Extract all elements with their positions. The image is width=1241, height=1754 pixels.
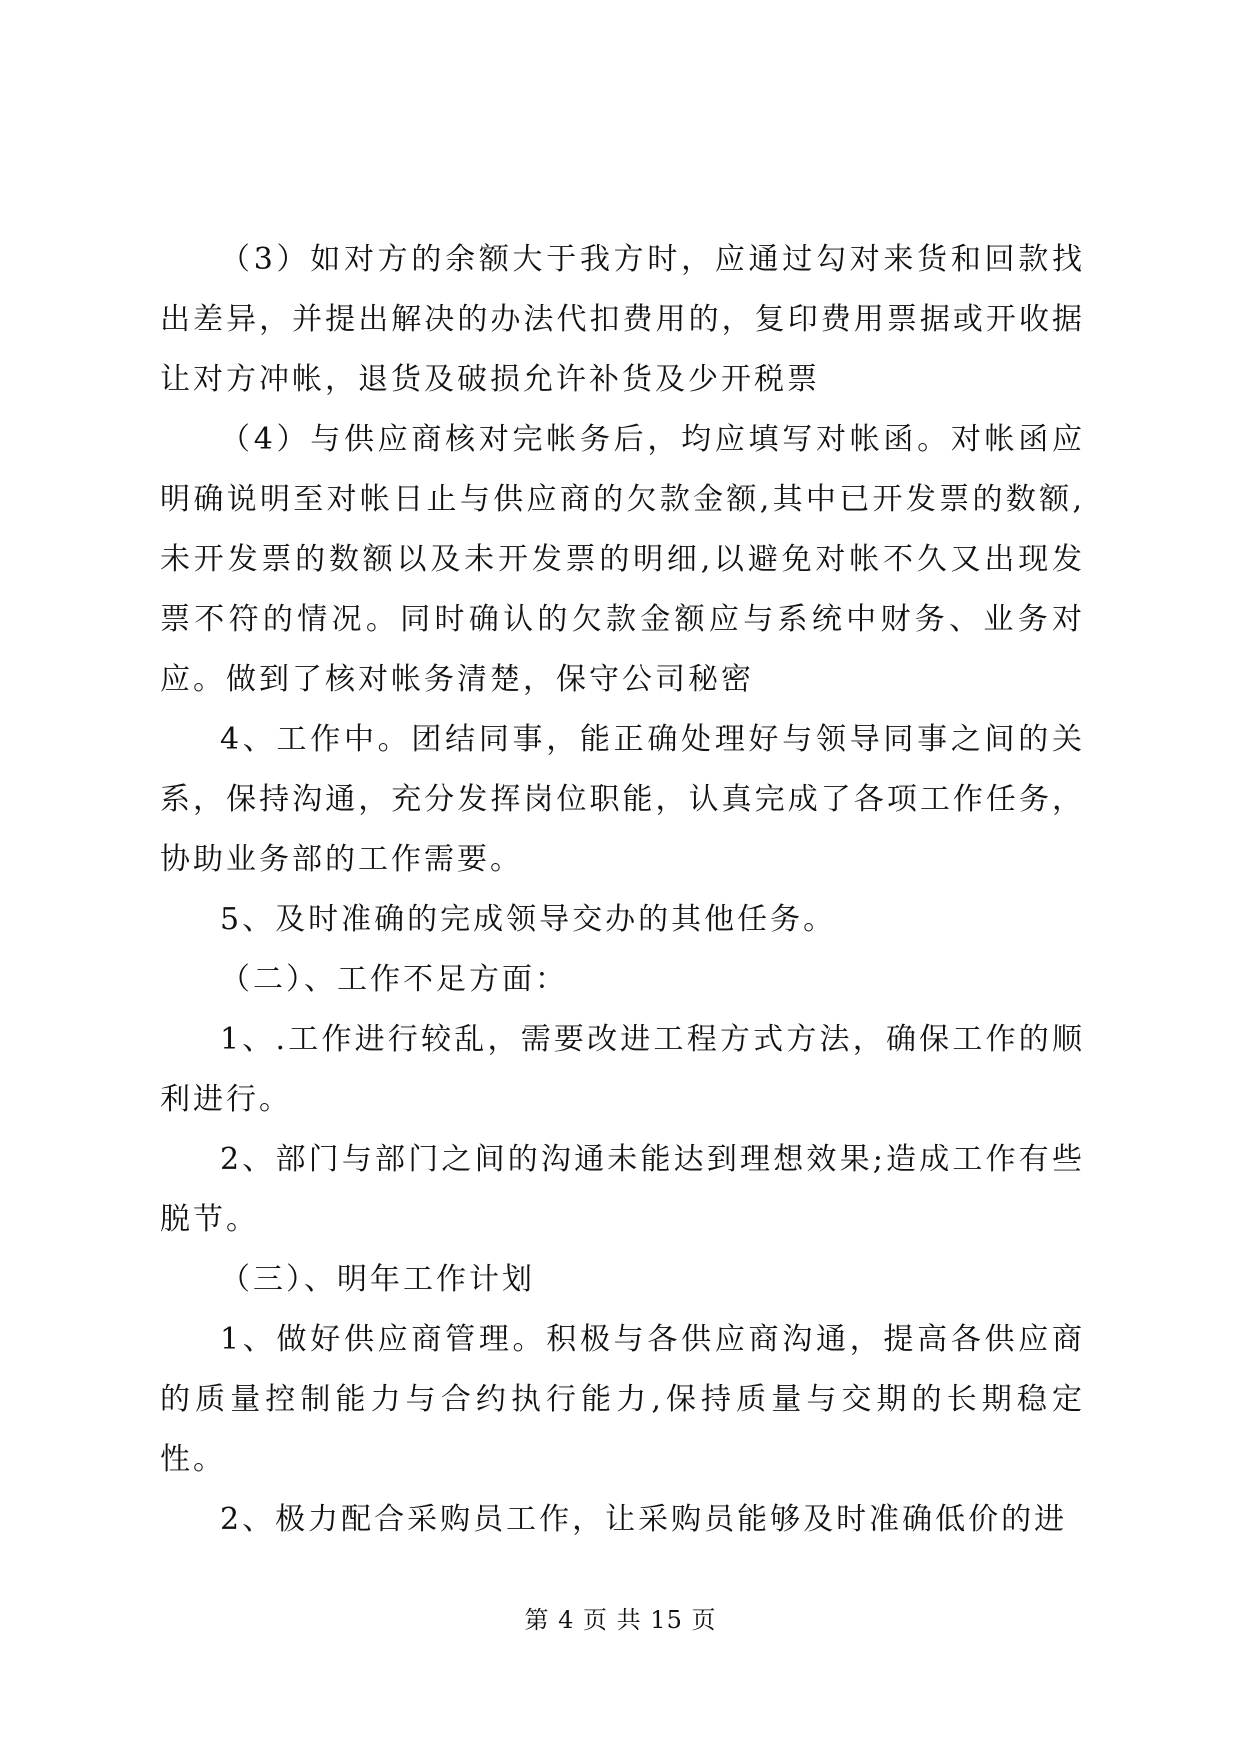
- page-number-footer: 第 4 页 共 15 页: [524, 1606, 717, 1634]
- paragraph-shortcoming-1: 1、.工作进行较乱，需要改进工程方式方法，确保工作的顺利进行。: [160, 1022, 1085, 1117]
- paragraph-plan-2: 2、极力配合采购员工作，让采购员能够及时准确低价的进: [220, 1502, 1068, 1537]
- section-heading-plan: （三）、明年工作计划: [220, 1262, 535, 1297]
- paragraph-reconciliation-3: （3）如对方的余额大于我方时，应通过勾对来货和回款找出差异，并提出解决的办法代扣费用的，复印费用票据或开收据让对方冲帐，退货及破损允许补货及少开税票: [160, 242, 1085, 397]
- paragraph-work-4: 4、工作中。团结同事，能正确处理好与领导同事之间的关系，保持沟通，充分发挥岗位职能，认真完成了各项工作任务，协助业务部的工作需要。: [160, 722, 1085, 877]
- paragraph-reconciliation-4: （4）与供应商核对完帐务后，均应填写对帐函。对帐函应明确说明至对帐日止与供应商的欠款金额,其中已开发票的数额,未开发票的数额以及未开发票的明细,以避免对帐不久又出现发票不符的情况。同时确认的欠款金额应与系统中财务、业务对应。做到了核对帐务清楚，保守公司秘密: [160, 422, 1085, 697]
- paragraph-work-5: 5、及时准确的完成领导交办的其他任务。: [220, 902, 837, 937]
- paragraph-shortcoming-2: 2、部门与部门之间的沟通未能达到理想效果;造成工作有些脱节。: [160, 1142, 1085, 1237]
- paragraph-plan-1: 1、做好供应商管理。积极与各供应商沟通，提高各供应商的质量控制能力与合约执行能力,保持质量与交期的长期稳定性。: [160, 1322, 1085, 1477]
- section-heading-shortcomings: （二）、工作不足方面：: [220, 962, 568, 997]
- document-body: [160, 230, 1085, 1550]
